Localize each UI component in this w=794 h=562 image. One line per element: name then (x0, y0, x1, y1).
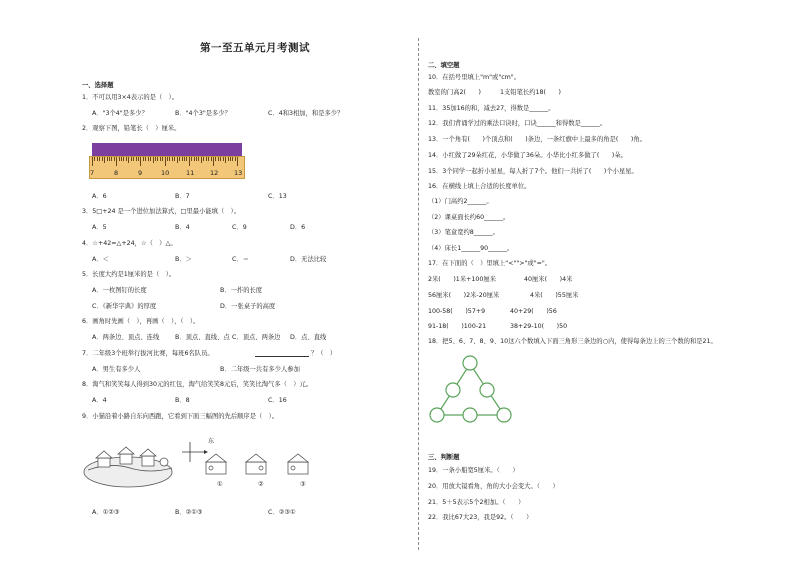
ruler-tick (111, 157, 112, 161)
question-5: 5．长度大约是1厘米的是（ ）。 (82, 271, 176, 278)
ruler-tick (140, 157, 141, 166)
q8-option-c: C．16 (268, 397, 287, 404)
q17-row1-a: 2米( )1米+100厘米 (428, 276, 497, 283)
question-7-end: ？（ ） (311, 350, 337, 357)
triangle-circles-illustration (428, 352, 513, 427)
q5-option-a: A．一枚图钉的长度 (92, 287, 147, 294)
ruler-tick (237, 157, 238, 166)
section-choice-title: 一、选择题 (82, 82, 114, 89)
q1-option-a: A．"3个4"是多少？ (92, 110, 148, 117)
ruler-number: 11 (186, 169, 195, 177)
ruler-tick (126, 157, 127, 161)
q7-blank-line (255, 356, 309, 357)
ruler-tick (179, 157, 180, 161)
ruler-tick (97, 157, 98, 161)
ruler-tick (121, 157, 122, 161)
ruler-tick (206, 157, 207, 161)
q5-option-b: B．一拃的长度 (220, 287, 263, 294)
ruler-tick (155, 157, 156, 161)
ruler-tick (182, 157, 183, 161)
q2-option-c: C．13 (268, 193, 287, 200)
question-20: 20．用放大镜看角，角的大小会变大。（ ） (428, 483, 559, 490)
ruler-tick (104, 157, 105, 163)
question-4: 4．☆+42=△+24，☆（ ）△。 (82, 240, 177, 247)
ruler-tick (136, 157, 137, 161)
ruler-tick (92, 157, 93, 166)
q8-option-a: A．4 (92, 397, 107, 404)
ruler-tick (167, 157, 168, 161)
ruler-tick (99, 157, 100, 161)
ruler-number: 7 (90, 169, 95, 177)
q4-option-a: A．＜ (92, 256, 109, 263)
ruler-tick (225, 157, 226, 163)
ruler-tick (235, 157, 236, 161)
question-9: 9．小猫沿着小路自东向西跑，它看到下面三幅图的先后顺序是（ ）。 (82, 413, 279, 420)
q17-row4-a: 91-18( )100-21 (428, 323, 487, 330)
q2-option-a: A．6 (92, 193, 107, 200)
q17-row4-b: 38+29-10( )50 (510, 323, 568, 330)
question-15: 15．3个同学一起折小星星，每人折了7个。他们一共折了( )个小星星。 (428, 168, 638, 175)
ruler-tick (215, 157, 216, 161)
q6-option-d: D．点、直线 (290, 334, 327, 341)
ruler-tick (114, 157, 115, 161)
question-3: 3．5□+24 是一个进位加法算式，□里最小能填（ ）。 (82, 208, 240, 215)
ruler-tick (177, 157, 178, 163)
ruler-tick (196, 157, 197, 161)
ruler-tick (191, 157, 192, 161)
ruler-tick (198, 157, 199, 161)
q9-option-a: A．①②③ (92, 509, 120, 516)
triangle-circles-figure (428, 352, 513, 427)
q17-row2-b: 4米( )55厘米 (530, 292, 579, 299)
ruler-tick (201, 157, 202, 163)
ruler-tick (218, 157, 219, 161)
q6-option-b: B．顶点、直线、点 (175, 334, 230, 341)
town-path-illustration (80, 438, 330, 490)
q4-option-c: C．＝ (232, 256, 249, 263)
ruler-tick (203, 157, 204, 161)
question-13: 13．一个角有( )个顶点和( )条边，一条红旗中上最多的角是( )角。 (428, 136, 646, 143)
q10-part-a: 教室的门高2( ) (428, 89, 481, 96)
ruler-tick (160, 157, 161, 161)
question-16: 16．在横线上填上合适的长度单位。 (428, 183, 531, 190)
ruler-tick (213, 157, 214, 166)
ruler-tick (194, 157, 195, 161)
column-divider (418, 38, 419, 550)
ruler-tick (128, 157, 129, 163)
q3-option-a: A．5 (92, 224, 107, 231)
ruler-number: 10 (161, 169, 170, 177)
question-1: 1．不可以用3×4表示的是（ ）。 (82, 94, 179, 101)
question-21: 21．5＋5表示5个2相加。（ ） (428, 499, 525, 506)
q6-option-a: A．两条边、顶点、连线 (92, 334, 160, 341)
q2-option-b: B．7 (175, 193, 190, 200)
ruler-tick (189, 157, 190, 166)
question-7: 7．二年级3个班举行拔河比赛，每班6名队员。 (82, 350, 214, 357)
q4-option-d: D．无法比较 (290, 256, 327, 263)
q17-row3-b: 40+29( )56 (510, 308, 557, 315)
q16-part-3: （3）笔盒宽约8______。 (428, 229, 499, 236)
picture-number-1: ① (217, 481, 223, 488)
ruler-tick (119, 157, 120, 161)
question-8: 8．淘气和笑笑每人得到30元的红包，淘气给笑笑8元后，笑笑比淘气多（ ）元。 (82, 381, 313, 388)
ruler-number: 12 (210, 169, 219, 177)
ruler-tick (150, 157, 151, 161)
ruler-tick (133, 157, 134, 161)
q5-option-d: D．一张桌子的高度 (220, 303, 276, 310)
q8-option-b: B．8 (175, 397, 190, 404)
ruler-tick (230, 157, 231, 161)
q17-row2-a: 56厘米( )2米-20厘米 (428, 292, 500, 299)
q9-option-b: B．②①③ (175, 509, 203, 516)
q3-option-d: D．6 (290, 224, 306, 231)
ruler-tick (138, 157, 139, 161)
ruler-tick (223, 157, 224, 161)
picture-number-2: ② (258, 481, 264, 488)
q1-option-b: B．"4个3"是多少？ (175, 110, 231, 117)
ruler-tick (123, 157, 124, 161)
pencil-ruler-figure (89, 143, 245, 177)
q7-option-a: A．男生有多少人 (92, 366, 141, 373)
q17-row3-a: 100-58( )57+9 (428, 308, 486, 315)
question-11: 11．35加16的和，减去27，得数是______。 (428, 105, 555, 112)
q3-option-c: C．9 (232, 224, 247, 231)
ruler-tick (107, 157, 108, 161)
ruler-number: 8 (114, 169, 119, 177)
ruler-tick (94, 157, 95, 161)
picture-number-3: ③ (300, 481, 306, 488)
east-label: 东 (208, 438, 215, 445)
ruler-tick (116, 157, 117, 166)
ruler-number: 13 (234, 169, 243, 177)
q16-part-4: （4）床长1______90______。 (428, 245, 514, 252)
ruler-tick (145, 157, 146, 161)
ruler-tick (148, 157, 149, 161)
page-title: 第一至五单元月考测试 (200, 42, 310, 54)
q3-option-b: B．4 (175, 224, 190, 231)
question-12: 12．我们背诵学过的乘法口诀时，口诀______和得数是______。 (428, 120, 607, 127)
question-17: 17．在下面的（ ）里填上"<"">"或"="。 (428, 260, 552, 267)
q17-row1-b: 40厘米( )4米 (524, 276, 573, 283)
ruler-tick (153, 157, 154, 163)
q6-option-c: C．顶点、两条边 (232, 334, 281, 341)
ruler-tick (184, 157, 185, 161)
ruler-tick (232, 157, 233, 161)
question-2: 2．观察下图，铅笔长（ ）厘米。 (82, 125, 181, 132)
ruler-tick (143, 157, 144, 161)
town-path-picture (80, 438, 330, 490)
ruler-tick (208, 157, 209, 161)
question-14: 14．小红做了29朵红花，小华做了36朵。小华比小红多做了( )朵。 (428, 152, 627, 159)
q4-option-b: B．＞ (175, 256, 192, 263)
ruler-tick (157, 157, 158, 161)
ruler-tick (109, 157, 110, 161)
ruler-tick (186, 157, 187, 161)
question-19: 19．一条小船宽5厘米。（ ） (428, 467, 519, 474)
ruler-tick (131, 157, 132, 161)
ruler-tick (162, 157, 163, 161)
question-10: 10．在括号里填上"m"或"cm"。 (428, 74, 520, 81)
q1-option-c: C．4和3相加，和是多少？ (268, 110, 344, 117)
ruler-tick (211, 157, 212, 161)
q7-option-b: B．二年级一共有多少人参加 (220, 366, 300, 373)
pencil (92, 143, 242, 157)
ruler-tick (174, 157, 175, 161)
question-18: 18．把5、6、7、8、9、10这六个数填入下面三角形三条边的○内，使得每条边上的三个数的和是21。 (428, 338, 717, 345)
q5-option-c: C．《新华字典》的厚度 (92, 303, 157, 310)
q16-part-1: （1）门高约2______。 (428, 198, 493, 205)
question-6: 6．画角时先画（ ），再画（ ），（ ）。 (82, 318, 200, 325)
question-22: 22．我比67大23，我是92。（ ） (428, 514, 533, 521)
ruler-tick (102, 157, 103, 161)
section-fill-title: 二、填空题 (428, 62, 460, 69)
q16-part-2: （2）课桌面长约60______。 (428, 214, 510, 221)
ruler-number: 9 (138, 169, 143, 177)
q9-option-c: C．②③① (268, 509, 296, 516)
ruler-tick (220, 157, 221, 161)
q10-part-b: 1支铅笔长约18( ) (500, 89, 562, 96)
ruler-tick (228, 157, 229, 161)
ruler-tick (169, 157, 170, 161)
ruler-tick (165, 157, 166, 166)
section-judge-title: 三、判断题 (428, 454, 460, 461)
ruler-tick (172, 157, 173, 161)
